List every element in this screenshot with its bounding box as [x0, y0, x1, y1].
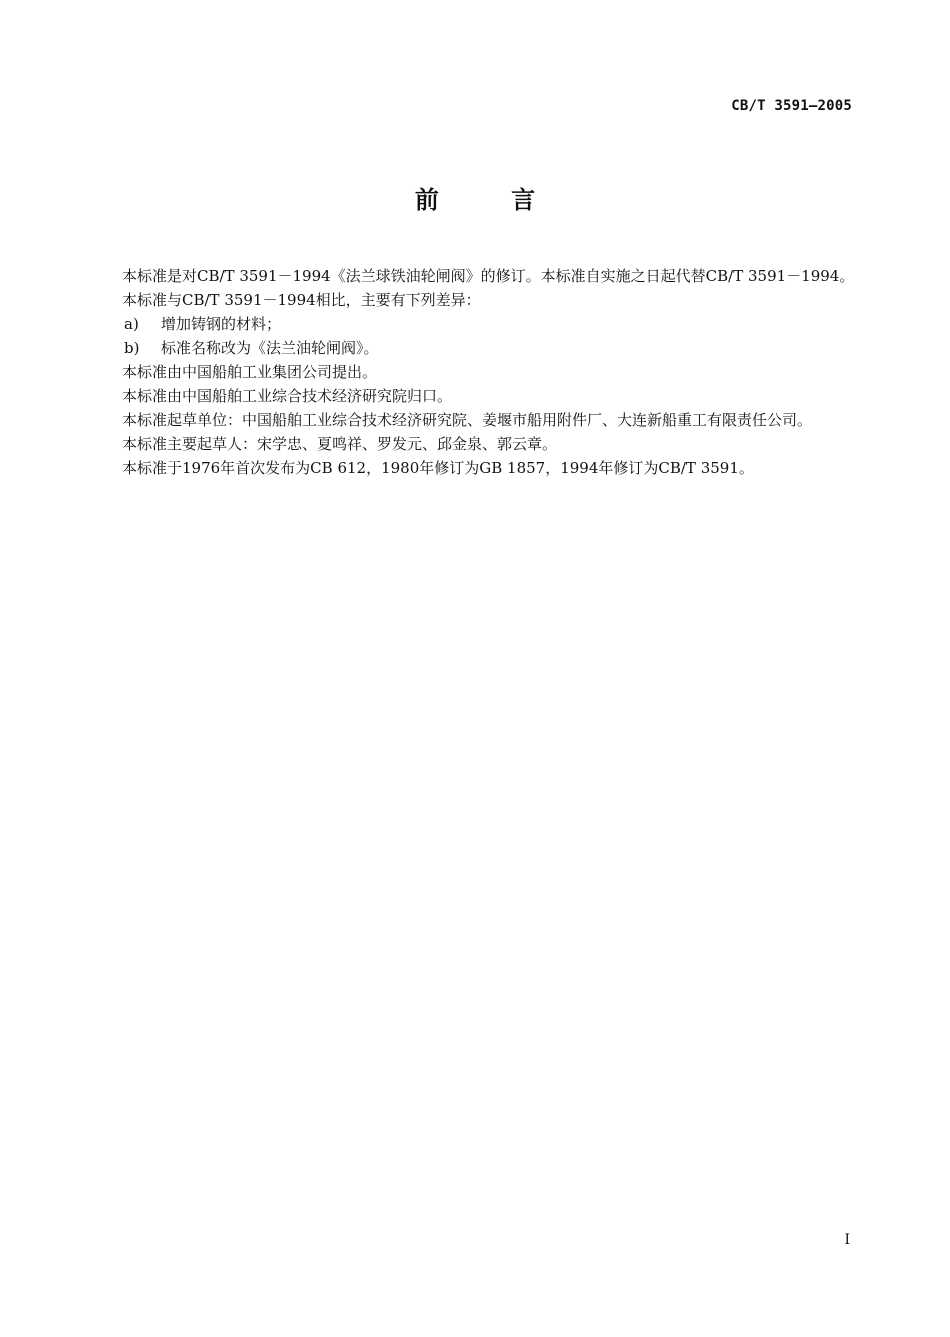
paragraph-centralized-by: 本标准由中国船舶工业综合技术经济研究院归口。 [122, 387, 453, 405]
list-item [88, 312, 860, 336]
page-title: 前 言 [414, 186, 568, 214]
standard-number-header: CB/T 3591—2005 [731, 98, 852, 114]
paragraph-drafters: 本标准主要起草人：宋学忠、夏鸣祥、罗发元、邱金泉、郭云章。 [122, 435, 558, 453]
paragraph-drafting-units: 本标准起草单位：中国船舶工业综合技术经济研究院、姜堰市船用附件厂、大连新船重工有限责任公司。 [122, 411, 813, 429]
page-number: I [844, 1232, 850, 1248]
list-item [88, 336, 860, 360]
list-marker: b) [124, 339, 140, 357]
paragraph-history: 本标准于1976年首次发布为CB 612，1980年修订为GB 1857，1994年修订为CB/T 3591。 [122, 459, 754, 477]
paragraph-proposed-by: 本标准由中国船舶工业集团公司提出。 [122, 363, 378, 381]
paragraph-differences-intro: 本标准与CB/T 3591－1994相比，主要有下列差异： [122, 291, 481, 309]
paragraph-revision-note: 本标准是对CB/T 3591－1994《法兰球铁油轮闸阀》的修订。本标准自实施之日起代替CB/T 3591－1994。 [122, 267, 855, 285]
list-item-text: 增加铸钢的材料； [161, 315, 282, 333]
foreword-body [88, 264, 860, 480]
list-marker: a) [124, 315, 139, 333]
list-item-text: 标准名称改为《法兰油轮闸阀》。 [161, 339, 379, 357]
